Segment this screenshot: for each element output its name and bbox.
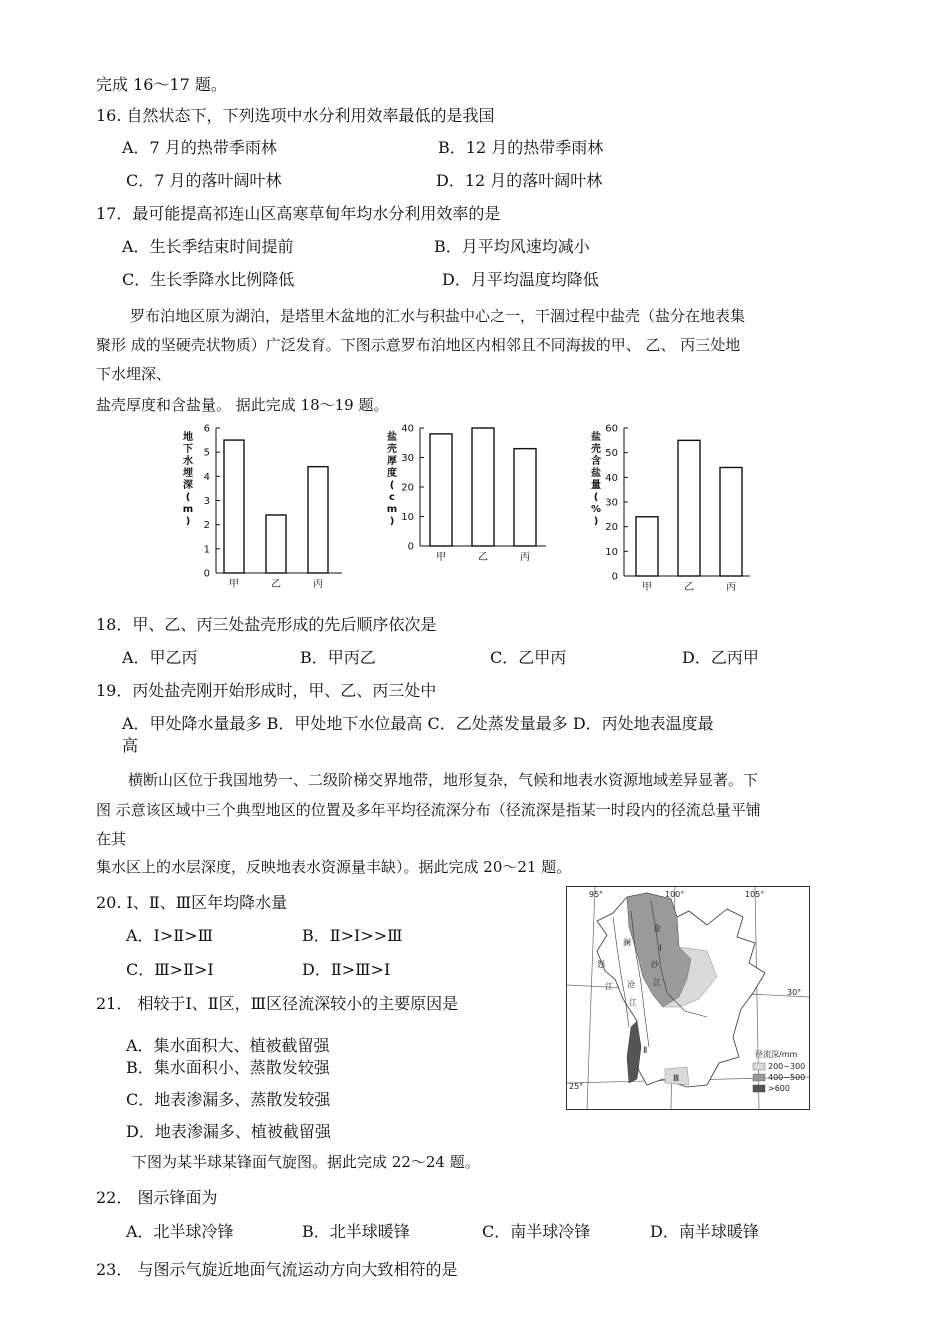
option-17c: C．生长季降水比例降低 <box>122 270 295 289</box>
y-axis-label-char: 盐 <box>591 468 601 479</box>
y-axis-label-char: 量 <box>591 480 601 491</box>
y-tick-label: 0 <box>407 541 414 553</box>
option-16c: C．7 月的落叶阔叶林 <box>126 171 282 190</box>
y-tick-label: 30 <box>605 497 618 509</box>
y-axis-label-char: 壳 <box>591 444 601 455</box>
question-17: 17．最可能提高祁连山区高寒草甸年均水分利用效率的是 <box>96 204 501 223</box>
question-21: 21． 相较于Ⅰ、Ⅱ区，Ⅲ区径流深较小的主要原因是 <box>96 994 459 1013</box>
option-20b: B．Ⅱ>Ⅰ>>Ⅲ <box>302 926 403 945</box>
y-axis-label-char: ( <box>389 480 395 491</box>
river-label-lan: 澜 <box>623 938 631 947</box>
passage-lop-2: 聚形 成的坚硬壳状物质）广泛发育。下图示意罗布泊地区内相邻且不同海拔的甲、 乙、 丙三处地 <box>96 336 741 354</box>
y-axis-label-char: 度 <box>387 468 397 479</box>
region-iii-label: Ⅲ <box>673 1074 680 1084</box>
option-20c: C．Ⅲ>Ⅱ>Ⅰ <box>126 960 214 979</box>
y-axis-label-char: 盐 <box>387 432 397 443</box>
option-20d: D．Ⅱ>Ⅲ>Ⅰ <box>302 960 391 979</box>
y-tick-label: 2 <box>203 520 210 532</box>
passage-hengduan-2: 图 示意该区域中三个典型地区的位置及多年平均径流深分布（径流深是指某一时段内的径流总量平铺 <box>96 801 761 819</box>
option-21d: D．地表渗漏多、植被截留强 <box>126 1122 331 1141</box>
y-axis-label-char: 盐 <box>591 432 601 443</box>
y-axis-label-char: ( <box>185 492 191 503</box>
y-axis-label-char: 下 <box>183 444 193 455</box>
bar-乙 <box>678 440 700 576</box>
y-tick-label: 50 <box>605 448 618 460</box>
y-tick-label: 3 <box>203 496 210 507</box>
bar-丙 <box>720 467 742 576</box>
y-tick-label: 20 <box>605 522 618 534</box>
bar-乙 <box>472 428 494 546</box>
options-19-wrap: 高 <box>122 736 139 755</box>
y-axis-label-char: 壳 <box>387 444 397 455</box>
passage-hengduan-4: 集水区上的水层深度，反映地表水资源量丰缺）。据此完成 20～21 题。 <box>96 858 572 876</box>
option-18a: A．甲乙丙 <box>122 648 198 667</box>
option-16d: D．12 月的落叶阔叶林 <box>436 171 603 190</box>
passage-lop-3: 下水埋深、 <box>96 365 172 383</box>
y-axis-label-char: 厚 <box>387 456 397 467</box>
passage-hengduan-3: 在其 <box>96 830 127 848</box>
y-tick-label: 60 <box>605 423 618 435</box>
y-axis-label-char: m <box>386 504 398 515</box>
river-label-sha: 沙 <box>651 960 659 969</box>
legend-swatch-2 <box>753 1074 765 1081</box>
river-label-jin: 金 <box>653 924 661 933</box>
y-tick-label: 40 <box>401 423 414 435</box>
category-label: 乙 <box>271 579 281 590</box>
hengduan-runoff-map <box>566 886 810 1110</box>
bar-乙 <box>266 515 286 573</box>
legend-label-2: 400~500 <box>768 1073 806 1082</box>
category-label: 甲 <box>436 552 446 563</box>
legend-title: 径流深/mm <box>755 1050 798 1059</box>
option-18d: D．乙丙甲 <box>682 648 759 667</box>
region-ii-label: Ⅱ <box>643 1046 648 1056</box>
option-17b: B．月平均风速均减小 <box>434 237 590 256</box>
category-label: 丙 <box>726 582 736 593</box>
question-20: 20. Ⅰ、Ⅱ、Ⅲ区年均降水量 <box>96 893 288 912</box>
option-22c: C．南半球冷锋 <box>482 1222 591 1241</box>
option-18c: C．乙甲丙 <box>490 648 567 667</box>
option-21a: A．集水面积大、植被截留强 <box>126 1036 330 1055</box>
bar-甲 <box>224 440 244 573</box>
option-20a: A．Ⅰ>Ⅱ>Ⅲ <box>126 926 213 945</box>
lon-100-label: 100° <box>665 890 685 899</box>
salt-crust-thickness-chart <box>372 420 552 570</box>
y-tick-label: 10 <box>605 546 618 558</box>
y-axis-label-char: 含 <box>591 456 601 467</box>
y-axis-label-char: 水 <box>183 456 193 467</box>
y-tick-label: 4 <box>203 471 210 483</box>
passage-hengduan-1: 横断山区位于我国地势一、二级阶梯交界地带，地形复杂，气候和地表水资源地域差异显著。下 <box>128 771 759 789</box>
y-axis-label-char: c <box>389 492 395 503</box>
option-16a: A．7 月的热带季雨林 <box>122 138 277 157</box>
option-22b: B．北半球暖锋 <box>302 1222 410 1241</box>
bar-丙 <box>308 467 328 573</box>
options-19: A．甲处降水量最多 B．甲处地下水位最高 C．乙处蒸发量最多 D．丙处地表温度最 <box>122 714 714 733</box>
river-label-jiang-1: 江 <box>629 998 637 1007</box>
bar-丙 <box>514 449 536 546</box>
lon-105-label: 105° <box>745 890 765 899</box>
option-21c: C．地表渗漏多、蒸散发较强 <box>126 1090 331 1109</box>
intro-line: 完成 16～17 题。 <box>96 75 227 94</box>
y-tick-label: 40 <box>605 472 618 484</box>
option-18b: B．甲丙乙 <box>300 648 376 667</box>
map-svg <box>567 887 809 1109</box>
question-18: 18．甲、乙、丙三处盐壳形成的先后顺序依次是 <box>96 615 437 634</box>
y-tick-label: 0 <box>611 571 618 583</box>
y-tick-label: 1 <box>203 544 210 556</box>
river-label-nu: 怒 <box>597 960 605 969</box>
y-axis-label-char: m <box>182 504 194 515</box>
option-22d: D．南半球暖锋 <box>650 1222 759 1241</box>
bar-甲 <box>430 434 452 546</box>
salt-content-chart <box>580 420 760 598</box>
legend-label-1: 200~300 <box>768 1062 806 1071</box>
lat-25-label: 25° <box>569 1082 584 1091</box>
question-16: 16. 自然状态下，下列选项中水分利用效率最低的是我国 <box>96 106 495 125</box>
passage-cyclone: 下图为某半球某锋面气旋图。据此完成 22～24 题。 <box>132 1153 480 1171</box>
question-19: 19．丙处盐壳刚开始形成时，甲、乙、丙三处中 <box>96 681 437 700</box>
groundwater-depth-chart <box>172 420 352 596</box>
lat-30-label: 30° <box>787 988 802 997</box>
region-i-label: Ⅰ <box>659 944 662 954</box>
bar-甲 <box>636 517 658 576</box>
category-label: 丙 <box>313 579 323 590</box>
category-label: 甲 <box>229 579 239 590</box>
river-label-cang: 沧 <box>627 980 635 989</box>
category-label: 乙 <box>478 552 488 563</box>
question-23: 23． 与图示气旋近地面气流运动方向大致相符的是 <box>96 1260 458 1279</box>
passage-lop-1: 罗布泊地区原为湖泊，是塔里木盆地的汇水与积盐中心之一，干涸过程中盐壳（盐分在地表集 <box>130 307 746 325</box>
y-tick-label: 20 <box>401 482 414 494</box>
question-22: 22． 图示锋面为 <box>96 1188 218 1207</box>
y-tick-label: 5 <box>203 447 210 459</box>
y-axis-label-char: 深 <box>183 480 193 491</box>
y-axis-label-char: ) <box>389 516 395 527</box>
legend-swatch-1 <box>753 1063 765 1070</box>
option-17d: D．月平均温度均降低 <box>442 270 599 289</box>
option-17a: A．生长季结束时间提前 <box>122 237 294 256</box>
y-axis-label-char: 地 <box>183 432 193 443</box>
y-axis-label-char: ) <box>593 516 599 527</box>
category-label: 乙 <box>684 582 694 593</box>
y-axis-label-char: % <box>590 504 602 515</box>
river-label-jiang-3: 江 <box>605 982 613 991</box>
y-tick-label: 0 <box>203 568 210 580</box>
y-tick-label: 10 <box>401 512 414 523</box>
y-axis-label-char: ( <box>593 492 599 503</box>
river-label-jiang-2: 江 <box>653 978 661 987</box>
y-tick-label: 30 <box>401 453 414 464</box>
option-22a: A．北半球冷锋 <box>126 1222 234 1241</box>
passage-lop-4: 盐壳厚度和含盐量。 据此完成 18～19 题。 <box>96 396 389 414</box>
y-axis-label-char: ) <box>185 516 191 527</box>
meridian-95 <box>587 887 595 1109</box>
y-tick-label: 6 <box>203 423 210 435</box>
option-16b: B．12 月的热带季雨林 <box>438 138 604 157</box>
legend-label-3: >600 <box>768 1084 790 1093</box>
category-label: 甲 <box>642 582 652 593</box>
category-label: 丙 <box>520 552 530 563</box>
lon-95-label: 95° <box>589 890 604 899</box>
option-21b: B．集水面积小、蒸散发较强 <box>126 1058 330 1077</box>
y-axis-label-char: 埋 <box>183 468 193 479</box>
legend-swatch-3 <box>753 1085 765 1092</box>
